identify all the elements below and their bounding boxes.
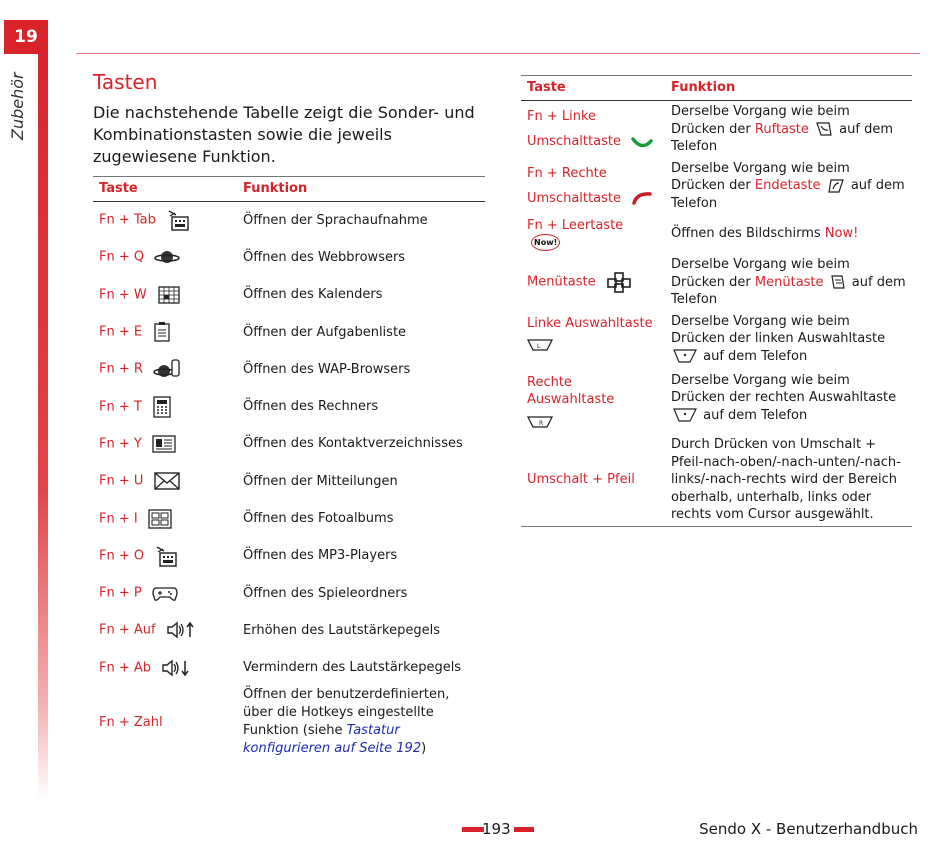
table-header-row	[93, 177, 485, 202]
function-highlight: Ruftaste	[754, 121, 809, 137]
key-label: Fn + Ab	[99, 660, 152, 676]
page-number	[462, 820, 534, 838]
menu-key-icon	[606, 271, 632, 293]
table-row	[93, 537, 485, 574]
column-header-function: Funktion	[243, 180, 308, 196]
cross-reference-link[interactable]: Tastatur konfigurieren auf Seite 192	[243, 723, 422, 757]
chapter-side-strip	[38, 20, 48, 800]
table-row	[521, 254, 912, 311]
function-text: Öffnen des Rechners	[243, 399, 379, 415]
envelope-icon	[154, 471, 180, 491]
chapter-number: 19	[4, 20, 48, 54]
manual-title: Sendo X - Benutzerhandbuch	[699, 820, 918, 838]
function-text: Öffnen des Kalenders	[243, 287, 383, 303]
column-header-key: Taste	[527, 79, 566, 95]
page-number-text: 193	[482, 820, 511, 838]
table-row	[93, 388, 485, 425]
key-label-line2: Umschalttaste	[527, 134, 621, 150]
right-select-icon	[673, 407, 697, 423]
function-text: Öffnen der Mitteilungen	[243, 473, 398, 489]
function-text-end: auf dem Telefon	[671, 274, 906, 307]
key-label-line2: Umschalttaste	[527, 190, 621, 206]
function-text: Öffnen des MP3-Players	[243, 548, 398, 564]
function-text: Vermindern des Lautstärkepegels	[243, 660, 462, 676]
table-row	[93, 313, 485, 350]
function-text: Öffnen des Bildschirms	[671, 226, 825, 242]
end-button-icon	[827, 178, 845, 194]
function-text: Öffnen des Fotoalbums	[243, 511, 394, 527]
table-row	[93, 463, 485, 500]
key-label: Fn + T	[99, 399, 142, 415]
call-button-icon	[815, 121, 833, 137]
key-label: Fn + Rechte	[527, 165, 607, 181]
right-soft-key-icon	[527, 415, 553, 429]
key-label: Menütaste	[527, 274, 596, 290]
function-text: Derselbe Vorgang wie beim Drücken der linken Auswahltaste	[671, 313, 886, 346]
left-soft-key-icon	[527, 338, 553, 352]
section-title: Tasten	[93, 70, 158, 94]
function-highlight: Menütaste	[754, 274, 824, 290]
key-label: Fn + O	[99, 548, 145, 564]
calendar-icon	[157, 285, 181, 305]
end-key-icon	[631, 191, 653, 205]
function-text: Öffnen der Aufgabenliste	[243, 324, 407, 340]
function-text: Durch Drücken von Umschalt + Pfeil-nach-oben/-nach-unten/-nach-links/-nach-rechts wird der Bereich oberhalb, unterhalb, links oder rechts vom Cursor ausgewählt.	[671, 437, 901, 522]
voice-recorder-icon	[166, 208, 190, 232]
wap-browser-icon	[153, 358, 181, 380]
table-row	[93, 649, 485, 686]
function-text-end: auf dem Telefon	[671, 178, 905, 211]
key-label: Fn + Auf	[99, 622, 156, 638]
table-row	[93, 351, 485, 388]
photo-album-icon	[148, 509, 172, 529]
key-label: Umschalt + Pfeil	[527, 472, 635, 487]
table-row	[521, 158, 912, 215]
key-label: Fn + W	[99, 287, 147, 303]
menu-button-icon	[830, 274, 846, 290]
function-text: Derselbe Vorgang wie beim Drücken der rechten Auswahltaste	[671, 372, 897, 405]
svg-text:L: L	[537, 343, 541, 350]
table-row	[93, 202, 485, 239]
table-row	[93, 276, 485, 313]
key-label: Fn + Linke	[527, 109, 597, 125]
key-label: Fn + Zahl	[99, 714, 163, 730]
table-row	[521, 434, 912, 526]
key-label: Fn + Y	[99, 436, 142, 452]
page-number-bar-left	[462, 827, 484, 832]
function-text: Öffnen des Spieleordners	[243, 585, 408, 601]
table-row	[521, 311, 912, 370]
function-text: Derselbe Vorgang wie beim Drücken der	[671, 257, 850, 290]
key-label: Fn + Tab	[99, 212, 156, 228]
key-label: Fn + I	[99, 511, 138, 527]
table-row	[521, 214, 912, 254]
function-text-end: auf dem Telefon	[699, 348, 808, 364]
function-highlight: Endetaste	[754, 178, 821, 193]
key-label: Fn + R	[99, 361, 143, 377]
special-keys-table	[521, 75, 912, 527]
key-label: Rechte Auswahltaste	[527, 374, 615, 407]
key-label: Fn + Q	[99, 249, 145, 265]
calculator-icon	[152, 396, 172, 418]
function-text-end: )	[421, 741, 427, 757]
contacts-icon	[152, 434, 176, 454]
column-header-function: Funktion	[671, 79, 736, 95]
table-row	[521, 370, 912, 435]
section-intro: Die nachstehende Tabelle zeigt die Sonder- und Kombinationstasten sowie die jeweils zugewiesene Funktion.	[93, 103, 475, 166]
volume-up-icon	[166, 621, 194, 639]
function-text-end: auf dem Telefon	[671, 121, 893, 154]
function-text: Öffnen des WAP-Browsers	[243, 361, 411, 377]
gamepad-icon	[152, 584, 178, 602]
key-label: Linke Auswahltaste	[527, 315, 653, 331]
hotkey-table	[93, 176, 485, 758]
function-text: Derselbe Vorgang wie beim Drücken der	[671, 160, 850, 193]
function-text: Öffnen des Kontaktverzeichnisses	[243, 436, 463, 452]
function-text: Öffnen des Webbrowsers	[243, 249, 406, 265]
key-label: Fn + Leertaste	[527, 217, 624, 233]
task-list-icon	[152, 321, 172, 343]
now-badge-icon: Now!	[531, 234, 560, 251]
function-text: Öffnen der Sprachaufnahme	[243, 212, 428, 228]
web-browser-icon	[154, 248, 180, 266]
function-text-end: auf dem Telefon	[699, 407, 808, 423]
table-row	[93, 686, 485, 758]
function-text: Öffnen der benutzerdefinierten, über die Hotkeys eingestellte Funktion (siehe	[243, 687, 450, 739]
svg-text:R: R	[539, 419, 544, 427]
volume-down-icon	[161, 659, 189, 677]
function-text: Derselbe Vorgang wie beim Drücken der	[671, 104, 850, 137]
left-select-icon	[673, 348, 697, 364]
table-row	[521, 101, 912, 158]
table-row	[93, 239, 485, 276]
page-number-bar-right	[514, 827, 534, 832]
table-row	[93, 500, 485, 537]
key-label: Fn + P	[99, 585, 142, 601]
mp3-player-icon	[154, 544, 178, 568]
function-highlight: Now!	[824, 226, 859, 242]
table-row	[93, 612, 485, 649]
header-rule	[76, 53, 920, 54]
call-key-icon	[631, 135, 653, 149]
key-label: Fn + E	[99, 324, 143, 340]
table-row	[93, 425, 485, 462]
chapter-label: Zubehör	[8, 72, 27, 140]
column-header-key: Taste	[99, 180, 138, 196]
table-header-row	[521, 76, 912, 101]
table-row	[93, 574, 485, 611]
function-text: Erhöhen des Lautstärkepegels	[243, 622, 440, 638]
key-label: Fn + U	[99, 473, 144, 489]
